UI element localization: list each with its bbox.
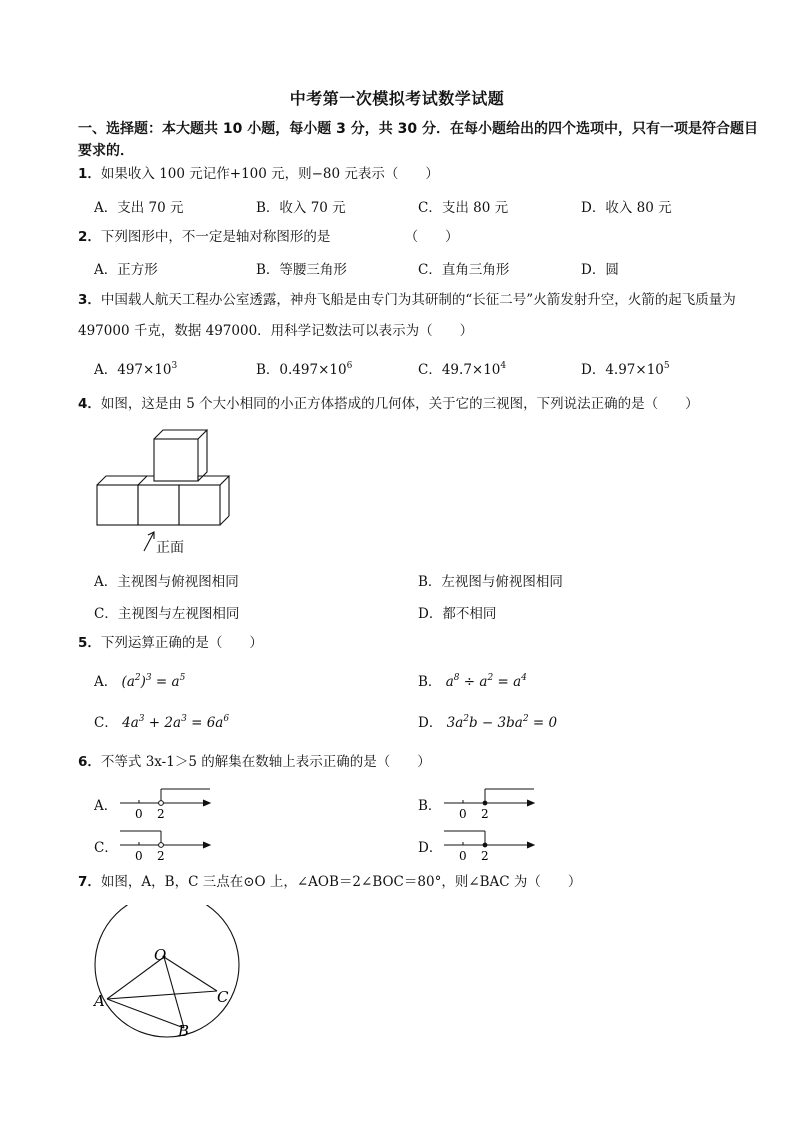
circle-figure <box>88 905 248 1045</box>
question-2 <box>78 227 459 247</box>
q3-option-c[interactable] <box>418 358 506 378</box>
tick-2: 2 <box>481 849 489 863</box>
question-5 <box>78 633 263 653</box>
option-label: A． <box>94 362 118 378</box>
exponent: 3 <box>171 361 178 371</box>
question-number: 3． <box>78 292 101 308</box>
formula-a: $(a^2)^3 = a^5$ <box>121 673 186 690</box>
q2-option-a[interactable]: A．正方形 <box>94 262 158 278</box>
q5-option-a[interactable] <box>94 670 185 690</box>
section-heading: 一、选择题：本大题共 10 小题，每小题 3 分，共 30 分．在每小题给出的四个选项中，只有一项是符合题目要求的． <box>78 121 758 159</box>
question-number: 6． <box>78 754 101 770</box>
tick-0: 0 <box>135 807 143 821</box>
q3-option-b[interactable] <box>256 358 352 378</box>
q6-option-a-label[interactable]: A． <box>94 798 118 814</box>
option-value: 0.497×10 <box>279 362 347 378</box>
q1-option-d[interactable]: D．收入 80 元 <box>581 200 672 216</box>
q6-option-c-label[interactable]: C． <box>94 840 118 856</box>
q6-option-b-label[interactable]: B． <box>418 798 442 814</box>
point-a-label: A <box>94 992 105 1010</box>
front-label: 正面 <box>156 540 184 556</box>
q4-option-b[interactable]: B．左视图与俯视图相同 <box>418 574 563 590</box>
question-stem: 不等式 3x-1＞5 的解集在数轴上表示正确的是（ ） <box>100 754 431 770</box>
exponent: 6 <box>346 361 353 371</box>
question-stem: 如图，A，B，C 三点在⊙O 上，∠AOB＝2∠BOC＝80°，则∠BAC 为（ ） <box>100 874 582 890</box>
question-3 <box>78 285 748 347</box>
tick-2: 2 <box>481 807 489 821</box>
q2-option-d[interactable]: D．圆 <box>581 262 619 278</box>
q3-option-d[interactable] <box>581 358 670 378</box>
question-1 <box>78 164 439 184</box>
point-c-label: C <box>217 988 229 1006</box>
tick-0: 0 <box>135 849 143 863</box>
tick-2: 2 <box>157 807 165 821</box>
question-7 <box>78 872 581 892</box>
formula-c: $4a^3 + 2a^3 = 6a^6$ <box>122 714 230 731</box>
formula-d: $3a^2b - 3ba^2 = 0$ <box>446 714 558 731</box>
q1-option-b[interactable]: B．收入 70 元 <box>256 200 346 216</box>
question-number: 4． <box>78 396 101 412</box>
q4-option-a[interactable]: A．主视图与俯视图相同 <box>94 574 239 590</box>
option-label: C． <box>418 362 442 378</box>
option-label: B． <box>256 362 280 378</box>
question-number: 7． <box>78 874 101 890</box>
exponent: 4 <box>500 361 507 371</box>
option-label: A． <box>94 674 118 690</box>
option-value: 497×10 <box>117 362 172 378</box>
q4-option-d[interactable]: D．都不相同 <box>418 606 497 622</box>
tick-0: 0 <box>459 807 467 821</box>
option-label: C． <box>94 715 118 731</box>
page-title: 中考第一次模拟考试数学试题 <box>289 89 505 108</box>
question-stem: 如图，这是由 5 个大小相同的小正方体搭成的几何体，关于它的三视图，下列说法正确的是（ ） <box>100 396 699 412</box>
tick-2: 2 <box>157 849 165 863</box>
tick-0: 0 <box>459 849 467 863</box>
q2-option-c[interactable]: C．直角三角形 <box>418 262 510 278</box>
question-number: 5． <box>78 635 101 651</box>
q5-option-b[interactable] <box>418 670 527 690</box>
question-stem: 中国载人航天工程办公室透露，神舟飞船是由专门为其研制的“长征二号”火箭发射升空，火箭的起飞质量为 497000 千克，数据 497000．用科学记数法可以表示为（ ） <box>78 292 736 339</box>
question-stem: 下列运算正确的是（ ） <box>100 635 263 651</box>
option-label: B． <box>418 674 442 690</box>
point-o-label: O <box>154 946 167 964</box>
q1-option-a[interactable]: A．支出 70 元 <box>94 200 184 216</box>
question-number: 1． <box>78 166 101 182</box>
option-label: D． <box>418 715 443 731</box>
cube-figure <box>90 425 250 560</box>
question-stem: 如果收入 100 元记作+100 元，则−80 元表示（ ） <box>100 166 439 182</box>
q5-option-d[interactable] <box>418 711 557 731</box>
q3-option-a[interactable] <box>94 358 177 378</box>
q6-option-d-label[interactable]: D． <box>418 840 443 856</box>
question-6 <box>78 752 431 772</box>
question-4 <box>78 394 699 414</box>
option-label: D． <box>581 362 606 378</box>
question-number: 2． <box>78 229 101 245</box>
q1-option-c[interactable]: C．支出 80 元 <box>418 200 509 216</box>
point-b-label: B <box>178 1022 190 1040</box>
q6-option-d-numberline <box>442 828 542 864</box>
option-value: 49.7×10 <box>441 362 501 378</box>
q6-option-a-numberline <box>118 786 218 822</box>
q4-option-c[interactable]: C．主视图与左视图相同 <box>94 606 240 622</box>
q2-option-b[interactable]: B．等腰三角形 <box>256 262 347 278</box>
q5-option-c[interactable] <box>94 711 229 731</box>
q6-option-b-numberline <box>442 786 542 822</box>
option-value: 4.97×10 <box>605 362 664 378</box>
question-stem: 下列图形中，不一定是轴对称图形的是 （ ） <box>100 229 459 245</box>
formula-b: $a^8 \div a^2 = a^4$ <box>445 673 527 690</box>
q6-option-c-numberline <box>118 828 218 864</box>
exponent: 5 <box>663 361 670 371</box>
